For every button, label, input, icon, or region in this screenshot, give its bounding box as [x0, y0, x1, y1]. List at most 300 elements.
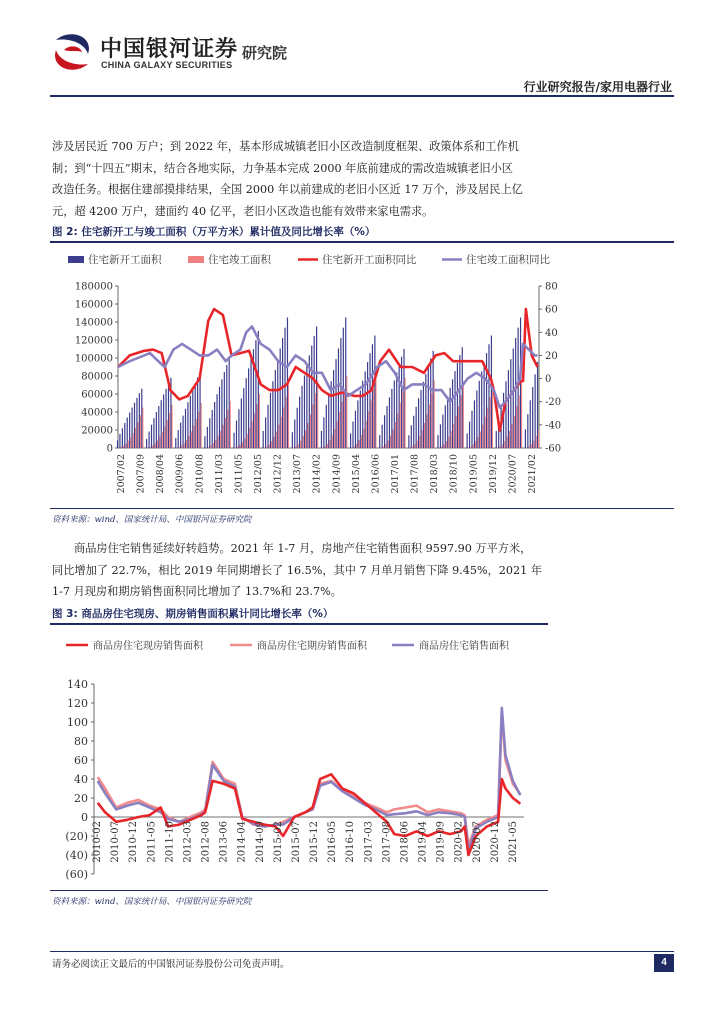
bar-completions [470, 447, 471, 448]
bar-new-starts [326, 405, 327, 448]
bar-new-starts [187, 402, 188, 448]
bar-new-starts [301, 386, 302, 448]
bar-new-starts [139, 393, 140, 448]
bar-new-starts [408, 435, 409, 448]
bar-completions [482, 425, 483, 448]
bar-completions [215, 440, 216, 448]
bar-new-starts [357, 400, 358, 448]
x-tick-label: 2017/08 [409, 454, 421, 494]
bar-new-starts [437, 435, 438, 448]
bar-new-starts [386, 406, 387, 448]
x-tick-label: 2019-09 [435, 821, 447, 863]
bar-completions [169, 413, 170, 448]
bar-new-starts [275, 370, 276, 448]
bar-new-starts [141, 389, 142, 448]
bar-new-starts [292, 432, 293, 448]
bar-new-starts [161, 400, 162, 448]
bar-completions [392, 429, 393, 448]
bar-new-starts [248, 368, 249, 448]
bar-new-starts [508, 370, 509, 448]
y-tick-label: (20) [65, 830, 88, 843]
x-tick-label: 2013/07 [292, 454, 304, 494]
bar-completions [208, 447, 209, 448]
bar-new-starts [175, 438, 176, 448]
legend-label: 商品房住宅销售面积 [419, 641, 509, 652]
sales-line: 商品房住宅销售延续好转趋势。2021 年 1-7 月，房地产住宅销售面积 9597.90 万平方米， [74, 542, 532, 555]
bar-new-starts [362, 381, 363, 448]
x-tick-label: 2018-06 [399, 821, 411, 863]
bar-new-starts [428, 366, 429, 448]
y-tick-label: (60) [65, 868, 88, 881]
bar-completions [172, 405, 173, 448]
y-tick-label-right: 80 [545, 281, 558, 293]
bar-completions [417, 441, 418, 448]
figure2-title: 图 2: 住宅新开工与竣工面积（万平方米）累计值及同比增长率（%） [52, 226, 376, 238]
bar-new-starts [243, 388, 244, 448]
legend-label: 商品房住宅期房销售面积 [257, 641, 367, 652]
figure3-title: 图 3: 商品房住宅现房、期房销售面积累计同比增长率（%） [52, 608, 334, 620]
bar-new-starts [352, 422, 353, 448]
bar-new-starts [416, 407, 417, 448]
bar-completions [138, 422, 139, 448]
bar-new-starts [258, 331, 259, 448]
x-tick-label: 2007/02 [116, 454, 127, 494]
bar-completions [315, 393, 316, 448]
bar-new-starts [476, 390, 477, 448]
bar-new-starts [513, 348, 514, 448]
bar-completions [167, 420, 168, 448]
institute-label: 研究院 [242, 44, 288, 62]
bar-new-starts [389, 397, 390, 448]
bar-completions [373, 388, 374, 448]
y-tick-label-right: 0 [545, 374, 552, 386]
bar-completions [514, 416, 515, 448]
bar-completions [196, 419, 197, 448]
bar-completions [346, 376, 347, 448]
y-tick-label-left: 0 [106, 443, 113, 455]
bar-new-starts [433, 351, 434, 448]
x-tick-label: 2020-02 [453, 821, 465, 863]
legend-swatch [68, 256, 84, 263]
y-tick-label: 40 [74, 773, 88, 786]
bar-new-starts [209, 418, 210, 448]
bar-new-starts [151, 425, 152, 448]
bar-new-starts [532, 387, 533, 448]
bar-new-starts [270, 393, 271, 448]
bar-new-starts [246, 378, 247, 448]
bar-new-starts [442, 415, 443, 448]
legend-label: 商品房住宅现房销售面积 [93, 641, 203, 652]
bar-new-starts [537, 362, 538, 448]
bar-new-starts [197, 377, 198, 448]
bar-new-starts [505, 381, 506, 448]
y-tick-label: 140 [67, 678, 88, 691]
bar-completions [121, 447, 122, 448]
bar-new-starts [350, 433, 351, 448]
x-tick-label: 2010/08 [194, 454, 206, 494]
chart-residential-sales-growth [50, 626, 548, 890]
bar-completions [477, 437, 478, 448]
x-tick-label: 2019/05 [468, 454, 480, 494]
y-tick-label-right: 40 [545, 327, 558, 339]
sales-line: 同比增加了 22.7%，相比 2019 年同期增长了 16.5%，其中 7 月单月销售下降 9.45%，2021 年 [52, 563, 543, 577]
bar-completions [521, 383, 522, 448]
bar-completions [276, 431, 277, 448]
bar-completions [123, 446, 124, 448]
y-tick-label-right: -20 [545, 397, 562, 409]
bar-completions [247, 434, 248, 448]
sales-line: 1-7 月现房和期房销售面积同比增加了 13.7%和 23.7%。 [52, 585, 342, 598]
x-tick-label: 2021/02 [527, 454, 538, 494]
x-tick-label: 2015/04 [350, 454, 362, 494]
bar-new-starts [457, 363, 458, 448]
bar-completions [152, 446, 153, 448]
bar-new-starts [471, 411, 472, 448]
bar-new-starts [192, 390, 193, 448]
sales-paragraph [52, 538, 672, 603]
y-tick-label-left: 180000 [74, 281, 113, 293]
bar-completions [254, 413, 255, 448]
bar-new-starts [199, 372, 200, 449]
x-tick-label: 2019-04 [417, 821, 429, 863]
bar-completions [460, 395, 461, 448]
y-tick-label-right: -40 [545, 420, 562, 432]
bar-completions [519, 395, 520, 448]
bar-completions [164, 427, 165, 448]
intro-line: 涉及居民近 700 万户；到 2022 年，基本形成城镇老旧小区改造制度框架、政策体系和工作机 [52, 140, 519, 153]
bar-new-starts [158, 406, 159, 448]
bar-completions [310, 415, 311, 448]
bar-new-starts [469, 422, 470, 448]
figure3-source: 资料来源：wind、国家统计局、中国银河证券研究院 [52, 897, 252, 907]
bar-completions [240, 445, 241, 448]
x-tick-label: 2014-04 [236, 821, 248, 863]
bar-completions [159, 437, 160, 448]
y-tick-label: (40) [65, 849, 88, 862]
bar-completions [286, 397, 287, 448]
bar-completions [334, 429, 335, 448]
bar-new-starts [229, 358, 230, 448]
x-tick-label: 2020-12 [489, 821, 501, 863]
bar-completions [135, 428, 136, 448]
bar-new-starts [241, 398, 242, 448]
bar-new-starts [382, 425, 383, 448]
bar-completions [225, 418, 226, 448]
bar-completions [257, 404, 258, 448]
bar-completions [446, 441, 447, 448]
y-tick-label-left: 140000 [74, 317, 113, 329]
bar-new-starts [403, 349, 404, 448]
bar-completions [366, 421, 367, 448]
bar-completions [155, 443, 156, 448]
bar-new-starts [328, 393, 329, 448]
bar-new-starts [345, 318, 346, 449]
intro-line: 元，超 4200 万户，建面约 40 亿平，老旧小区改造也能有效带来家电需求。 [52, 204, 434, 218]
y-tick-label-left: 120000 [74, 335, 113, 347]
bar-completions [133, 433, 134, 448]
legend-label: 住宅竣工面积同比 [466, 254, 550, 266]
chart-housing-starts-completions [50, 244, 674, 506]
figure3-top-rule [50, 623, 548, 625]
bar-completions [383, 446, 384, 448]
bar-completions [395, 422, 396, 448]
bar-new-starts [219, 387, 220, 448]
bar-completions [300, 441, 301, 448]
bar-new-starts [117, 440, 118, 448]
bar-new-starts [314, 336, 315, 448]
bar-completions [317, 381, 318, 449]
bar-new-starts [423, 382, 424, 448]
x-tick-label: 2016-05 [327, 821, 339, 863]
bar-completions [266, 447, 267, 448]
bar-new-starts [233, 433, 234, 448]
bar-completions [507, 437, 508, 448]
bar-completions [223, 425, 224, 448]
bar-completions [193, 426, 194, 448]
bar-completions [327, 444, 328, 448]
bar-new-starts [479, 381, 480, 448]
bar-new-starts [163, 394, 164, 448]
bar-new-starts [277, 359, 278, 448]
bar-new-starts [440, 424, 441, 448]
bar-new-starts [255, 340, 256, 448]
bar-completions [419, 436, 420, 448]
bar-new-starts [527, 414, 528, 448]
bar-new-starts [216, 394, 217, 448]
y-tick-label-left: 60000 [81, 389, 113, 401]
x-tick-label: 2011-10 [164, 821, 176, 863]
bar-new-starts [420, 390, 421, 448]
bar-completions [400, 403, 401, 448]
x-tick-label: 2015-02 [272, 821, 284, 863]
y-tick-label-left: 20000 [81, 425, 113, 437]
bar-new-starts [394, 381, 395, 448]
bar-completions [259, 394, 260, 448]
x-tick-label: 2014/09 [331, 454, 343, 494]
bar-completions [269, 444, 270, 448]
bar-completions [463, 383, 464, 448]
x-tick-label: 2017-03 [363, 821, 375, 863]
bar-completions [371, 401, 372, 448]
bar-new-starts [122, 428, 123, 448]
bar-new-starts [236, 421, 237, 448]
bar-new-starts [136, 398, 137, 448]
bar-completions [354, 446, 355, 448]
bar-new-starts [306, 365, 307, 448]
bar-completions [130, 437, 131, 448]
bar-new-starts [450, 388, 451, 448]
y-tick-label-right: 20 [545, 350, 558, 362]
bar-completions [295, 446, 296, 448]
bar-new-starts [226, 365, 227, 448]
x-tick-label: 2014/02 [311, 454, 323, 494]
bar-new-starts [367, 362, 368, 448]
bar-completions [538, 430, 539, 448]
bar-completions [341, 402, 342, 448]
bar-completions [509, 431, 510, 448]
bar-completions [324, 446, 325, 448]
bar-new-starts [360, 390, 361, 448]
header-rule [50, 95, 674, 97]
bar-new-starts [299, 397, 300, 448]
bar-new-starts [454, 371, 455, 448]
y-tick-label: 60 [74, 754, 88, 767]
bar-new-starts [294, 419, 295, 448]
bar-completions [531, 444, 532, 448]
bar-completions [298, 444, 299, 448]
bar-new-starts [168, 383, 169, 448]
x-tick-label: 2010-07 [110, 821, 122, 863]
bar-completions [492, 385, 493, 448]
bar-new-starts [214, 402, 215, 448]
bar-new-starts [413, 416, 414, 448]
bar-new-starts [488, 344, 489, 448]
bar-completions [480, 431, 481, 448]
bar-completions [312, 405, 313, 448]
x-tick-label: 2009/06 [174, 454, 186, 494]
bar-completions [220, 431, 221, 448]
intro-line: 改造任务。根据住建部摸排结果，全国 2000 年以前建成的老旧小区近 17 万个，涉及居民上亿 [52, 183, 523, 196]
bar-completions [390, 436, 391, 448]
bar-completions [303, 436, 304, 448]
bar-new-starts [178, 430, 179, 448]
bar-new-starts [518, 328, 519, 448]
intro-paragraph [52, 136, 672, 222]
bar-completions [140, 415, 141, 448]
x-tick-label: 2017-08 [381, 821, 393, 863]
bar-new-starts [379, 435, 380, 448]
bar-new-starts [304, 375, 305, 448]
bar-new-starts [185, 409, 186, 448]
bar-new-starts [452, 379, 453, 448]
figure3-bottom-rule [50, 890, 548, 891]
x-tick-label: 2012-03 [182, 821, 194, 863]
bar-completions [179, 447, 180, 448]
bar-completions [375, 374, 376, 448]
bar-completions [504, 441, 505, 448]
bar-completions [473, 444, 474, 448]
bar-completions [339, 412, 340, 448]
y-tick-label-right: 60 [545, 304, 558, 316]
bar-new-starts [372, 344, 373, 448]
bar-completions [198, 412, 199, 448]
figure2-bottom-rule [50, 508, 674, 509]
bar-completions [344, 390, 345, 448]
bar-completions [511, 424, 512, 448]
bar-completions [305, 430, 306, 448]
logo-english-name: CHINA GALAXY SECURITIES [101, 60, 233, 70]
bar-new-starts [207, 427, 208, 448]
footer-disclaimer: 请务必阅读正文最后的中国银河证券股份公司免责声明。 [52, 959, 290, 970]
x-tick-label: 2018/10 [448, 454, 460, 494]
bar-completions [397, 413, 398, 448]
bar-completions [516, 406, 517, 448]
bar-new-starts [238, 409, 239, 448]
bar-completions [429, 405, 430, 448]
bar-completions [288, 385, 289, 448]
bar-new-starts [284, 328, 285, 448]
bar-completions [490, 397, 491, 448]
bar-new-starts [250, 359, 251, 448]
bar-completions [189, 436, 190, 448]
bar-completions [125, 444, 126, 448]
bar-completions [249, 428, 250, 448]
bar-new-starts [496, 431, 497, 448]
bar-new-starts [282, 338, 283, 448]
bar-new-starts [474, 400, 475, 448]
x-tick-label: 2013-06 [218, 821, 230, 863]
legend-label: 住宅新开工面积 [88, 254, 162, 266]
bar-new-starts [182, 416, 183, 448]
bar-new-starts [530, 400, 531, 448]
x-tick-label: 2018/03 [429, 454, 441, 494]
bar-new-starts [391, 389, 392, 448]
bar-completions [358, 440, 359, 448]
bar-new-starts [127, 418, 128, 448]
bar-completions [283, 407, 284, 448]
logo-mark [50, 30, 94, 74]
bar-new-starts [263, 431, 264, 448]
bar-completions [329, 440, 330, 448]
x-tick-label: 2020/07 [507, 454, 519, 494]
bar-new-starts [190, 396, 191, 448]
legend-swatch [188, 256, 204, 263]
bar-completions [414, 444, 415, 448]
bar-new-starts [316, 327, 317, 449]
y-tick-label: 120 [67, 697, 88, 710]
legend-label: 住宅竣工面积 [208, 254, 271, 266]
bar-new-starts [165, 389, 166, 448]
x-tick-label: 2015-12 [309, 821, 321, 863]
bar-new-starts [212, 410, 213, 448]
bar-new-starts [515, 338, 516, 448]
bar-new-starts [396, 372, 397, 448]
footer-rule [50, 951, 674, 952]
bar-new-starts [338, 348, 339, 448]
bar-new-starts [180, 423, 181, 448]
x-tick-label: 2011/05 [233, 454, 245, 494]
bar-new-starts [481, 371, 482, 448]
bar-completions [244, 438, 245, 448]
figure2-source: 资料来源：wind、国家统计局、中国银河证券研究院 [52, 515, 252, 525]
bar-completions [201, 403, 202, 448]
x-tick-label: 2014-09 [254, 821, 266, 863]
bar-new-starts [525, 429, 526, 448]
bar-new-starts [297, 408, 298, 448]
bar-new-starts [447, 396, 448, 448]
bar-new-starts [355, 411, 356, 448]
bar-new-starts [384, 415, 385, 448]
bar-completions [424, 423, 425, 448]
bar-completions [412, 446, 413, 448]
bar-new-starts [374, 336, 375, 449]
bar-new-starts [430, 358, 431, 448]
page-number: 4 [654, 954, 674, 972]
bar-new-starts [333, 370, 334, 448]
bar-new-starts [491, 336, 492, 449]
bar-new-starts [503, 393, 504, 448]
bar-completions [252, 421, 253, 448]
bar-completions [448, 437, 449, 448]
bar-new-starts [484, 362, 485, 448]
bar-completions [227, 410, 228, 448]
y-tick-label: 80 [74, 735, 88, 748]
bar-new-starts [134, 403, 135, 448]
bar-completions [426, 415, 427, 448]
bar-completions [368, 411, 369, 448]
x-tick-label: 2016-10 [345, 821, 357, 863]
bar-completions [337, 421, 338, 448]
